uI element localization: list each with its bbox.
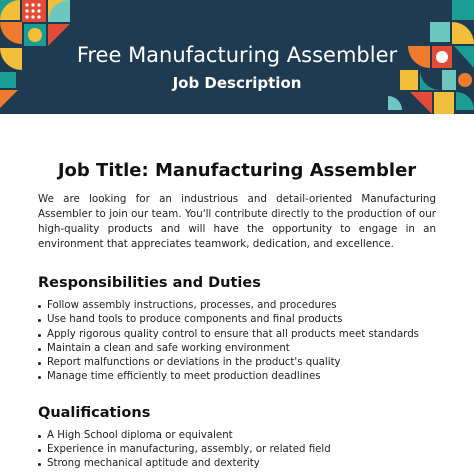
bullet-icon (38, 334, 41, 337)
list-item-text: Report malfunctions or deviations in the product's quality (47, 357, 341, 369)
job-title: Job Title: Manufacturing Assembler (57, 160, 417, 181)
list-item (38, 457, 436, 471)
bullet-icon (38, 463, 41, 466)
list-item (38, 313, 436, 327)
qualifications-heading: Qualifications (38, 404, 151, 421)
list-item (38, 356, 436, 370)
list-item (38, 328, 436, 342)
responsibilities-heading: Responsibilities and Duties (38, 275, 261, 291)
list-item-text: Maintain a clean and safe working environment (47, 342, 290, 354)
document-body (38, 160, 436, 472)
banner-subtitle: Job Description (172, 74, 302, 92)
list-item-text: Manage time efficiently to meet production deadlines (47, 371, 321, 383)
list-item (38, 299, 436, 313)
bullet-icon (38, 362, 41, 365)
header-banner (0, 0, 474, 114)
list-item (38, 370, 436, 384)
bullet-icon (38, 319, 41, 322)
list-item (38, 342, 436, 356)
list-item-text: Experience in manufacturing, assembly, or related field (47, 444, 331, 456)
list-item (38, 443, 436, 457)
intro-paragraph: We are looking for an industrious and detail-oriented Manufacturing Assembler to join our team. You'll contribute directly to the production of our high-quality products and will have the opportunity to engage in an environment that appreciates teamwork, dedication, and excellence. (38, 193, 436, 250)
responsibilities-list (38, 299, 436, 385)
bullet-icon (38, 305, 41, 308)
list-item-text: Strong mechanical aptitude and dexterity (47, 458, 260, 470)
list-item-text: A High School diploma or equivalent (47, 429, 233, 441)
bullet-icon (38, 435, 41, 438)
list-item-text: Follow assembly instructions, processes, and procedures (47, 300, 337, 311)
list-item-text: Use hand tools to produce components and final products (47, 314, 343, 326)
list-item-text: Apply rigorous quality control to ensure that all products meet standards (47, 328, 419, 340)
bullet-icon (38, 348, 41, 351)
qualifications-list (38, 429, 436, 472)
bullet-icon (38, 376, 41, 379)
bullet-icon (38, 449, 41, 452)
list-item (38, 429, 436, 443)
banner-title: Free Manufacturing Assembler (76, 43, 398, 67)
